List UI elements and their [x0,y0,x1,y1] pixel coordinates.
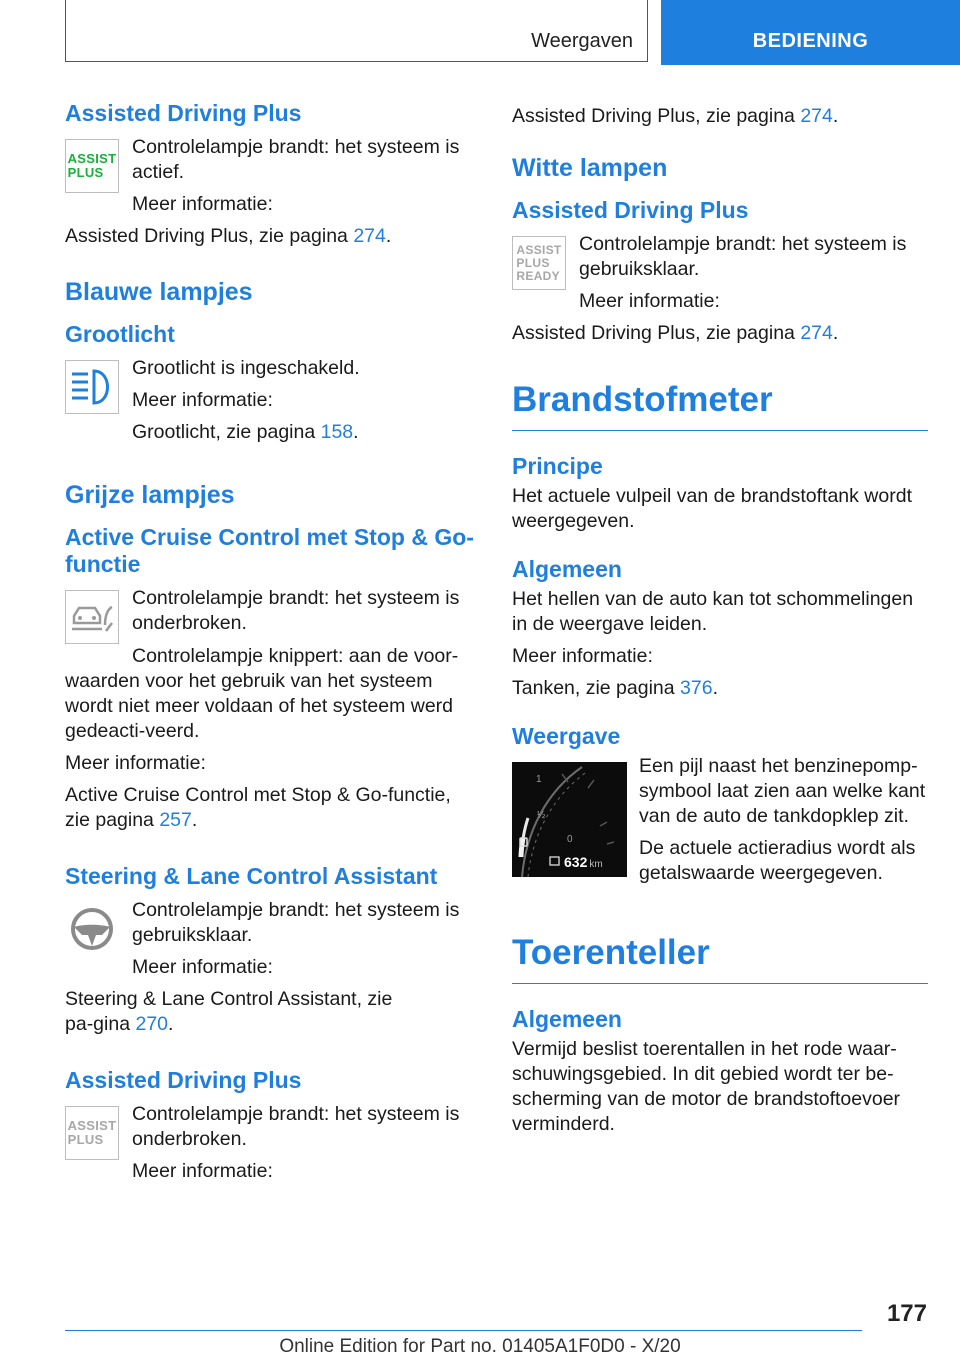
footer-edition: Online Edition for Part no. 01405A1F0D0 - X/20 [279,1336,681,1357]
paragraph: Het actuele vulpeil van de brandstoftank wordt weergegeven. [512,485,912,532]
heading-principe: Principe [512,453,603,479]
gauge-tick-empty: 0 [567,834,573,845]
icon-row-steering [65,898,481,987]
section-tab [661,0,960,65]
gauge-tick-full: 1 [536,774,542,785]
paragraph: Controlelampje brandt: het systeem is onderbroken. [132,587,460,634]
icon-row-high-beam [65,356,481,452]
heading-witte-lampen: Witte lampen [512,154,668,182]
heading-assisted-driving-plus-green: Assisted Driving Plus [65,100,302,126]
paragraph: Het hellen van de auto kan tot schommelingen in de weergave leiden. [512,588,914,635]
left-column [65,100,481,1191]
paragraph: Meer informatie: [512,645,653,667]
paragraph: Meer informatie: [579,290,720,312]
steering-wheel-icon [65,902,119,956]
gauge-range-readout: 632 km [564,854,603,870]
paragraph: Controlelampje knippert: aan de voor-waarden voor het gebruik van het systeem wordt niet meer voldaan of het systeem werd gedeacti-veerd. [65,645,459,742]
paragraph: Meer informatie: [132,956,273,978]
paragraph: De actuele actieradius wordt als getalswaarde weergegeven. [639,837,916,884]
paragraph: Grootlicht is ingeschakeld. [132,357,360,379]
heading-toerenteller: Toerenteller [512,933,928,984]
assist-plus-green-icon: ASSIST PLUS [65,139,119,193]
heading-weergave: Weergave [512,723,621,749]
page-link[interactable]: 270 [135,1013,169,1035]
fuel-gauge-image [512,762,627,877]
assist-plus-grey-icon: ASSIST PLUS [65,1106,119,1160]
chapter-title-box [65,0,648,62]
page-link[interactable]: 274 [800,105,833,127]
page-number: 177 [886,1300,927,1327]
reference-paragraph: Grootlicht, zie pagina 158. [132,421,359,443]
reference-paragraph: Active Cruise Control met Stop & Go-functie, zie pagina 257. [65,784,451,831]
paragraph: Meer informatie: [132,193,273,215]
heading-steering-lane-control: Steering & Lane Control Assistant [65,863,438,889]
heading-blauwe-lampjes: Blauwe lampjes [65,278,253,306]
chapter-title: Weergaven [531,30,633,52]
paragraph: Een pijl naast het benzinepomp-symbool laat zien aan welke kant van de auto de tankdopklep zit. [639,755,926,827]
paragraph: Controlelampje brandt: het systeem is onderbroken. [132,1103,460,1150]
assist-plus-ready-icon: ASSIST PLUS READY [512,236,566,290]
paragraph: Vermijd beslist toerentallen in het rode waar-schuwingsgebied. In dit gebied wordt ter be-scherming van de motor de brandstoftoevoer verminderd. [512,1038,901,1135]
paragraph: Meer informatie: [132,389,273,411]
heading-assisted-driving-plus-grey: Assisted Driving Plus [65,1067,302,1093]
reference-paragraph: Assisted Driving Plus, zie pagina 274. [512,105,839,127]
icon-row-assist-plus-interrupted [65,1102,481,1191]
page-link[interactable]: 274 [800,322,833,344]
icon-row-assist-plus-ready [512,232,928,321]
reference-paragraph: Steering & Lane Control Assistant, zie pa-gina 270. [65,988,393,1035]
icon-row-cruise-control [65,586,481,644]
heading-grootlicht: Grootlicht [65,321,175,347]
heading-algemeen-toerenteller: Algemeen [512,1006,622,1032]
heading-assisted-driving-plus-white: Assisted Driving Plus [512,197,749,223]
page-header [0,0,960,66]
reference-paragraph: Assisted Driving Plus, zie pagina 274. [512,322,839,344]
paragraph: Meer informatie: [132,1160,273,1182]
heading-brandstofmeter: Brandstofmeter [512,380,928,431]
page-link[interactable]: 376 [680,677,713,699]
paragraph: Controlelampje brandt: het systeem is actief. [132,136,460,183]
paragraph: Controlelampje brandt: het systeem is gebruiksklaar. [579,233,907,280]
icon-row-assist-plus-active [65,135,481,224]
high-beam-icon [65,360,119,414]
paragraph: Meer informatie: [65,752,206,774]
gauge-tick-half: ½ [537,810,546,821]
right-column [512,100,928,1144]
heading-grijze-lampjes: Grijze lampjes [65,481,235,509]
section-title: BEDIENING [752,30,869,52]
page-link[interactable]: 257 [159,809,192,831]
reference-paragraph: Assisted Driving Plus, zie pagina 274. [65,225,392,247]
page-link[interactable]: 274 [353,225,386,247]
fuel-gauge-row [512,754,928,893]
heading-algemeen: Algemeen [512,556,622,582]
cruise-control-icon [65,590,119,644]
footer-rule [65,1330,862,1331]
paragraph: Controlelampje brandt: het systeem is gebruiksklaar. [132,899,460,946]
reference-paragraph: Tanken, zie pagina 376. [512,677,719,699]
heading-active-cruise-control: Active Cruise Control met Stop & Go-functie [65,524,474,577]
page-link[interactable]: 158 [320,421,354,443]
